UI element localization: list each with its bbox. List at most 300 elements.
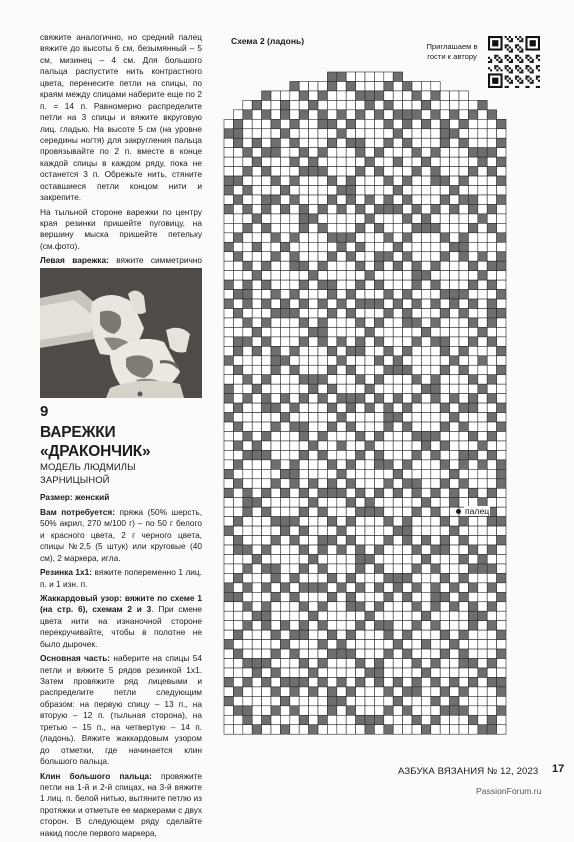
chart-cell: [243, 195, 252, 204]
chart-cell: [384, 545, 393, 554]
chart-cell: [497, 346, 506, 355]
chart-cell: [487, 337, 496, 346]
chart-cell: [450, 384, 459, 393]
chart-cell: [497, 129, 506, 138]
chart-cell: [421, 384, 430, 393]
chart-cell: [280, 422, 289, 431]
chart-cell: [224, 659, 233, 668]
chart-cell: [468, 583, 477, 592]
chart-cell: [271, 318, 280, 327]
chart-cell: [327, 640, 336, 649]
chart-cell: [365, 119, 374, 128]
chart-cell: [384, 299, 393, 308]
chart-cell: [487, 573, 496, 582]
chart-cell: [403, 450, 412, 459]
chart-cell: [309, 602, 318, 611]
qr-module: [500, 61, 502, 63]
chart-cell: [468, 460, 477, 469]
chart-cell: [487, 526, 496, 535]
chart-cell: [468, 233, 477, 242]
chart-cell: [262, 573, 271, 582]
chart-cell: [318, 413, 327, 422]
chart-cell: [459, 725, 468, 734]
chart-cell: [497, 526, 506, 535]
qr-module: [505, 55, 507, 57]
chart-cell: [252, 696, 261, 705]
chart-cell: [243, 621, 252, 630]
chart-cell: [252, 394, 261, 403]
chart-cell: [290, 299, 299, 308]
chart-cell: [233, 167, 242, 176]
chart-cell: [393, 290, 402, 299]
chart-cell: [440, 621, 449, 630]
chart-cell: [299, 715, 308, 724]
chart-cell: [421, 659, 430, 668]
chart-cell: [252, 517, 261, 526]
chart-cell: [421, 290, 430, 299]
chart-cell: [365, 81, 374, 90]
chart-cell: [478, 214, 487, 223]
chart-cell: [450, 715, 459, 724]
chart-cell: [393, 460, 402, 469]
chart-cell: [421, 195, 430, 204]
chart-cell: [478, 592, 487, 601]
qr-module: [519, 36, 521, 38]
chart-cell: [224, 356, 233, 365]
chart-cell: [365, 261, 374, 270]
chart-cell: [412, 290, 421, 299]
chart-cell: [403, 119, 412, 128]
chart-cell: [309, 346, 318, 355]
chart-cell: [280, 450, 289, 459]
chart-cell: [393, 630, 402, 639]
chart-cell: [487, 110, 496, 119]
chart-cell: [421, 715, 430, 724]
chart-cell: [468, 129, 477, 138]
chart-cell: [224, 157, 233, 166]
chart-cell: [299, 706, 308, 715]
chart-cell: [271, 621, 280, 630]
chart-cell: [299, 375, 308, 384]
chart-cell: [243, 725, 252, 734]
chart-cell: [468, 441, 477, 450]
chart-cell: [309, 413, 318, 422]
chart-cell: [497, 290, 506, 299]
chart-cell: [487, 204, 496, 213]
chart-cell: [393, 422, 402, 431]
chart-cell: [299, 290, 308, 299]
chart-cell: [374, 290, 383, 299]
chart-cell: [497, 271, 506, 280]
chart-cell: [497, 384, 506, 393]
chart-cell: [243, 450, 252, 459]
chart-cell: [309, 715, 318, 724]
chart-cell: [393, 309, 402, 318]
chart-cell: [233, 186, 242, 195]
chart-cell: [412, 498, 421, 507]
chart-cell: [412, 526, 421, 535]
chart-cell: [374, 375, 383, 384]
chart-cell: [365, 394, 374, 403]
chart-cell: [468, 725, 477, 734]
chart-cell: [252, 242, 261, 251]
chart-cell: [346, 204, 355, 213]
chart-cell: [393, 621, 402, 630]
chart-cell: [412, 242, 421, 251]
main-part-paragraph: [40, 653, 202, 767]
chart-cell: [262, 242, 271, 251]
chart-cell: [403, 469, 412, 478]
chart-cell: [497, 422, 506, 431]
chart-cell: [318, 318, 327, 327]
chart-cell: [224, 280, 233, 289]
chart-cell: [290, 526, 299, 535]
chart-cell: [393, 356, 402, 365]
chart-cell: [487, 602, 496, 611]
chart-cell: [224, 214, 233, 223]
chart-cell: [290, 621, 299, 630]
chart-cell: [459, 138, 468, 147]
chart-cell: [497, 706, 506, 715]
chart-cell: [487, 725, 496, 734]
chart-cell: [421, 677, 430, 686]
chart-cell: [299, 356, 308, 365]
chart-cell: [393, 507, 402, 516]
chart-cell: [356, 271, 365, 280]
chart-cell: [346, 687, 355, 696]
chart-cell: [356, 223, 365, 232]
chart-cell: [233, 687, 242, 696]
chart-cell: [374, 526, 383, 535]
chart-cell: [459, 365, 468, 374]
chart-cell: [309, 233, 318, 242]
page-number: 17: [552, 763, 565, 775]
chart-cell: [224, 148, 233, 157]
chart-cell: [327, 261, 336, 270]
chart-cell: [487, 195, 496, 204]
chart-cell: [365, 573, 374, 582]
chart-cell: [393, 611, 402, 620]
chart-cell: [365, 100, 374, 109]
chart-cell: [346, 413, 355, 422]
chart-cell: [243, 299, 252, 308]
chart-cell: [280, 677, 289, 686]
chart-cell: [224, 413, 233, 422]
chart-cell: [346, 91, 355, 100]
chart-cell: [403, 223, 412, 232]
footer-magazine: АЗБУКА ВЯЗАНИЯ № 12, 2023: [398, 766, 539, 777]
chart-cell: [318, 621, 327, 630]
chart-cell: [224, 715, 233, 724]
chart-cell: [290, 394, 299, 403]
chart-cell: [487, 611, 496, 620]
chart-cell: [280, 91, 289, 100]
chart-cell: [393, 186, 402, 195]
chart-cell: [252, 252, 261, 261]
chart-cell: [271, 715, 280, 724]
qr-module: [536, 67, 538, 69]
chart-cell: [497, 677, 506, 686]
chart-cell: [403, 100, 412, 109]
chart-cell: [252, 337, 261, 346]
chart-cell: [280, 157, 289, 166]
chart-cell: [327, 157, 336, 166]
chart-cell: [327, 280, 336, 289]
qr-module: [519, 51, 521, 53]
chart-cell: [384, 223, 393, 232]
chart-cell: [327, 346, 336, 355]
chart-cell: [262, 110, 271, 119]
chart-cell: [450, 573, 459, 582]
chart-cell: [280, 469, 289, 478]
chart-cell: [309, 176, 318, 185]
chart-cell: [431, 356, 440, 365]
chart-cell: [459, 630, 468, 639]
chart-cell: [318, 526, 327, 535]
chart-cell: [337, 138, 346, 147]
chart-cell: [440, 517, 449, 526]
chart-cell: [468, 148, 477, 157]
chart-cell: [252, 261, 261, 270]
chart-cell: [327, 573, 336, 582]
chart-cell: [440, 204, 449, 213]
chart-cell: [243, 545, 252, 554]
chart-cell: [374, 592, 383, 601]
qr-module: [517, 86, 519, 88]
chart-cell: [346, 611, 355, 620]
chart-cell: [431, 252, 440, 261]
pattern-number: 9: [40, 403, 49, 420]
chart-cell: [403, 677, 412, 686]
chart-cell: [318, 725, 327, 734]
chart-cell: [290, 148, 299, 157]
chart-cell: [318, 706, 327, 715]
chart-cell: [280, 403, 289, 412]
chart-cell: [468, 346, 477, 355]
chart-cell: [440, 110, 449, 119]
chart-cell: [431, 346, 440, 355]
chart-cell: [497, 204, 506, 213]
chart-cell: [365, 195, 374, 204]
chart-cell: [421, 214, 430, 223]
chart-cell: [365, 299, 374, 308]
chart-cell: [280, 271, 289, 280]
chart-cell: [337, 223, 346, 232]
chart-cell: [450, 375, 459, 384]
chart-cell: [327, 630, 336, 639]
qr-module: [536, 57, 538, 59]
chart-cell: [450, 327, 459, 336]
chart-cell: [233, 233, 242, 242]
chart-cell: [374, 91, 383, 100]
chart-cell: [468, 649, 477, 658]
chart-cell: [365, 621, 374, 630]
chart-cell: [271, 725, 280, 734]
chart-cell: [487, 356, 496, 365]
chart-cell: [468, 488, 477, 497]
chart-cell: [487, 640, 496, 649]
chart-cell: [450, 148, 459, 157]
chart-cell: [412, 384, 421, 393]
chart-cell: [468, 696, 477, 705]
chart-cell: [243, 186, 252, 195]
chart-cell: [431, 554, 440, 563]
chart-cell: [243, 129, 252, 138]
chart-cell: [271, 223, 280, 232]
chart-cell: [459, 592, 468, 601]
chart-cell: [393, 252, 402, 261]
chart-cell: [252, 621, 261, 630]
gusset-paragraph: [40, 771, 202, 840]
chart-cell: [290, 460, 299, 469]
chart-cell: [271, 554, 280, 563]
chart-cell: [497, 564, 506, 573]
chart-cell: [412, 460, 421, 469]
qr-module: [515, 86, 517, 88]
chart-cell: [412, 554, 421, 563]
chart-cell: [299, 318, 308, 327]
chart-cell: [450, 564, 459, 573]
chart-cell: [271, 422, 280, 431]
chart-cell: [403, 356, 412, 365]
chart-cell: [243, 659, 252, 668]
chart-cell: [421, 668, 430, 677]
chart-cell: [262, 450, 271, 459]
chart-cell: [299, 668, 308, 677]
chart-cell: [459, 422, 468, 431]
chart-cell: [327, 110, 336, 119]
chart-cell: [384, 536, 393, 545]
chart-cell: [478, 403, 487, 412]
chart-cell: [290, 517, 299, 526]
chart-cell: [431, 318, 440, 327]
chart-cell: [252, 422, 261, 431]
chart-cell: [224, 460, 233, 469]
chart-cell: [421, 583, 430, 592]
chart-cell: [421, 592, 430, 601]
chart-cell: [421, 611, 430, 620]
chart-cell: [431, 441, 440, 450]
chart-cell: [318, 261, 327, 270]
chart-cell: [299, 659, 308, 668]
chart-cell: [327, 214, 336, 223]
chart-cell: [478, 573, 487, 582]
chart-cell: [243, 242, 252, 251]
chart-cell: [318, 214, 327, 223]
chart-cell: [271, 460, 280, 469]
chart-cell: [478, 280, 487, 289]
chart-cell: [384, 81, 393, 90]
chart-cell: [356, 564, 365, 573]
chart-cell: [374, 630, 383, 639]
continued-paragraph-1: свяжите аналогично, но средний палец вяжите до высоты 6 см, безымянный – 5 см, мизинец – 4 см. Для большого пальца распустите нить контрастного цвета, перенесите петли на спицы, по краям между спицами наберите еще по 2 п. = 14 п. Равномерно распределите петли на 3 спицы и вяжите вкруговую лиц. гладью. На высоте 5 см (на уровне середины ногтя) для закругления пальца провязывайте по 2 п. вместе в конце каждой спицы в каждом ряду, пока не останется 3 п. Обрежьте нить, стяните оставшиеся петли концом нити и закрепите.: [40, 32, 202, 203]
chart-cell: [271, 148, 280, 157]
chart-cell: [468, 611, 477, 620]
chart-cell: [346, 668, 355, 677]
chart-cell: [478, 526, 487, 535]
chart-cell: [497, 488, 506, 497]
chart-cell: [478, 649, 487, 658]
chart-cell: [374, 72, 383, 81]
chart-cell: [262, 186, 271, 195]
chart-cell: [318, 630, 327, 639]
chart-cell: [337, 384, 346, 393]
chart-cell: [299, 186, 308, 195]
chart-cell: [384, 157, 393, 166]
chart-cell: [374, 677, 383, 686]
chart-cell: [262, 138, 271, 147]
chart-cell: [478, 668, 487, 677]
chart-cell: [374, 564, 383, 573]
chart-cell: [309, 479, 318, 488]
chart-cell: [346, 517, 355, 526]
chart-cell: [280, 309, 289, 318]
chart-cell: [374, 242, 383, 251]
chart-cell: [327, 252, 336, 261]
chart-cell: [290, 488, 299, 497]
chart-cell: [243, 498, 252, 507]
chart-cell: [224, 725, 233, 734]
qr-module: [538, 76, 540, 78]
chart-cell: [468, 195, 477, 204]
qr-module: [521, 59, 523, 61]
chart-cell: [487, 592, 496, 601]
chart-cell: [487, 242, 496, 251]
chart-cell: [318, 507, 327, 516]
chart-cell: [497, 327, 506, 336]
chart-cell: [403, 233, 412, 242]
chart-cell: [459, 706, 468, 715]
chart-cell: [393, 365, 402, 374]
chart-cell: [271, 517, 280, 526]
qr-module: [511, 82, 513, 84]
chart-cell: [262, 621, 271, 630]
chart-cell: [374, 431, 383, 440]
chart-cell: [318, 498, 327, 507]
chart-cell: [403, 394, 412, 403]
chart-cell: [318, 129, 327, 138]
chart-cell: [440, 176, 449, 185]
chart-cell: [346, 318, 355, 327]
chart-cell: [346, 488, 355, 497]
chart-cell: [327, 526, 336, 535]
chart-cell: [243, 564, 252, 573]
chart-cell: [356, 668, 365, 677]
chart-cell: [243, 507, 252, 516]
chart-cell: [431, 261, 440, 270]
chart-cell: [412, 725, 421, 734]
chart-cell: [243, 100, 252, 109]
chart-cell: [327, 327, 336, 336]
chart-cell: [337, 526, 346, 535]
chart-cell: [497, 318, 506, 327]
chart-cell: [374, 450, 383, 459]
chart-cell: [384, 640, 393, 649]
chart-cell: [374, 517, 383, 526]
chart-cell: [309, 195, 318, 204]
chart-cell: [356, 91, 365, 100]
chart-cell: [327, 403, 336, 412]
chart-cell: [356, 119, 365, 128]
chart-cell: [318, 167, 327, 176]
chart-cell: [346, 138, 355, 147]
chart-cell: [280, 431, 289, 440]
chart-cell: [431, 687, 440, 696]
chart-cell: [299, 725, 308, 734]
chart-cell: [280, 129, 289, 138]
chart-cell: [280, 327, 289, 336]
qr-module: [507, 59, 509, 61]
